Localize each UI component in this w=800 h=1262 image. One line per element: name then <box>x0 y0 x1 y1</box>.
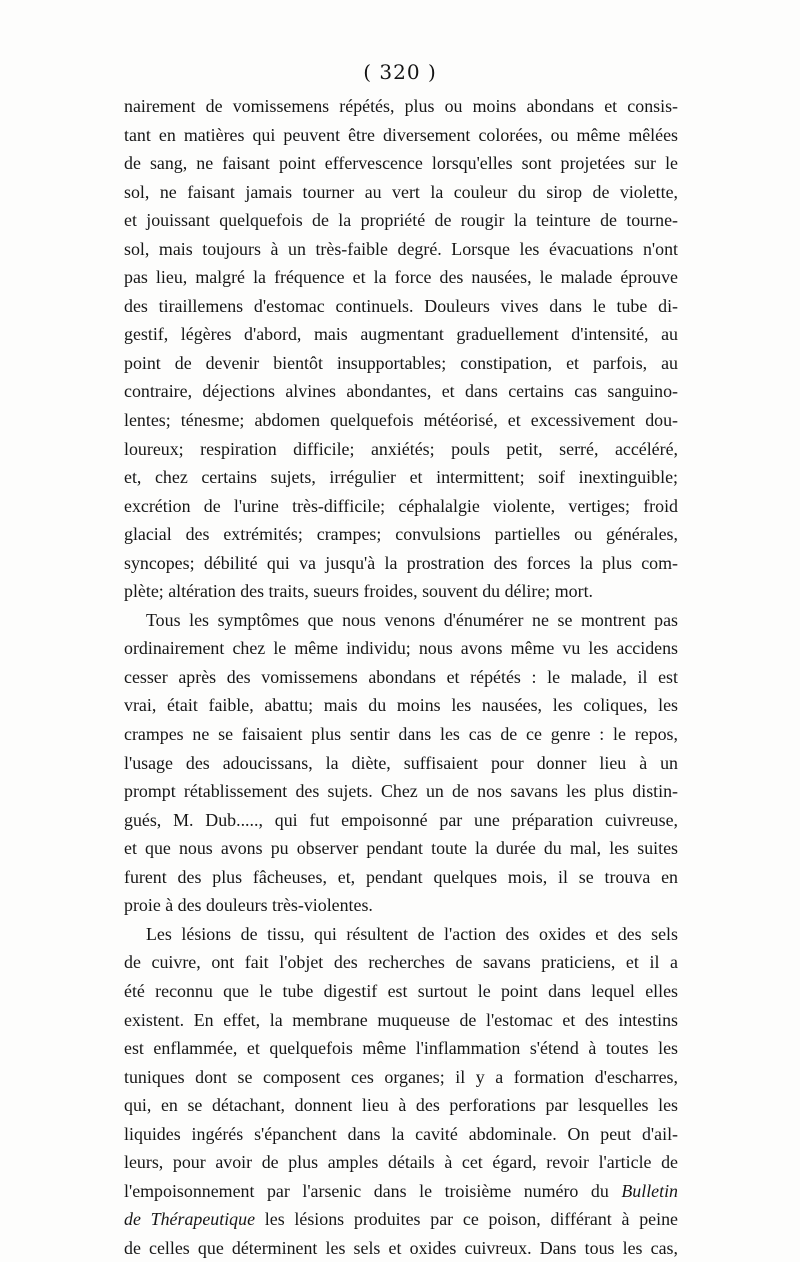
text-line: de celles que déterminent les sels et oxides cuivreux. Dans tous les cas, <box>124 1237 678 1258</box>
body-text <box>124 92 678 1262</box>
text-line: liquides ingérés s'épanchent dans la cavité abdominale. On peut d'ail- <box>124 1123 678 1144</box>
text-line: gestif, légères d'abord, mais augmentant graduellement d'intensité, au <box>124 324 678 345</box>
text-line: pas lieu, malgré la fréquence et la force des nausées, le malade éprouve <box>124 267 678 288</box>
text-line: tuniques dont se composent ces organes; il y a formation d'escharres, <box>124 1066 678 1087</box>
text-line: contraire, déjections alvines abondantes, et dans certains cas sanguino- <box>124 381 678 402</box>
text-line: été reconnu que le tube digestif est surtout le point dans lequel elles <box>124 980 678 1001</box>
text-line: de sang, ne faisant point effervescence lorsqu'elles sont projetées sur le <box>124 153 678 174</box>
text-line: nairement de vomissemens répétés, plus ou moins abondans et consis- <box>124 96 678 116</box>
text-line: existent. En effet, la membrane muqueuse de l'estomac et des intestins <box>124 1009 678 1030</box>
paragraph-1 <box>124 92 678 606</box>
text-line: sol, ne faisant jamais tourner au vert la couleur du sirop de violette, <box>124 181 678 202</box>
text-line: crampes ne se faisaient plus sentir dans les cas de ce genre : le repos, <box>124 724 678 745</box>
text-line: tant en matières qui peuvent être diversement colorées, ou même mêlées <box>124 124 678 145</box>
page-number: ( 320 ) <box>363 60 437 84</box>
paragraph-3 <box>124 920 678 1262</box>
text-line: et que nous avons pu observer pendant toute la durée du mal, les suites <box>124 838 678 859</box>
text-line: proie à des douleurs très-violentes. <box>124 895 373 916</box>
text-line: leurs, pour avoir de plus amples détails à cet égard, revoir l'article de <box>124 1152 678 1173</box>
text-line: et jouissant quelquefois de la propriété de rougir la teinture de tourne- <box>124 210 678 231</box>
text-line: ordinairement chez le même individu; nous avons même vu les accidens <box>124 638 678 659</box>
text-line: Tous les symptômes que nous venons d'énumérer ne se montrent pas <box>146 609 678 630</box>
text-line: syncopes; débilité qui va jusqu'à la prostration des forces la plus com- <box>124 552 678 573</box>
text-line: Les lésions de tissu, qui résultent de l'action des oxides et des sels <box>146 923 678 944</box>
text-line: furent des plus fâcheuses, et, pendant quelques mois, il se trouva en <box>124 866 678 887</box>
paragraph-2 <box>124 606 678 920</box>
text-line: lentes; ténesme; abdomen quelquefois météorisé, et excessivement dou- <box>124 410 678 431</box>
text-line: l'usage des adoucissans, la diète, suffisaient pour donner lieu à un <box>124 752 678 773</box>
text-line: et, chez certains sujets, irrégulier et intermittent; soif inextinguible; <box>124 467 678 488</box>
text-line: cesser après des vomissemens abondans et répétés : le malade, il est <box>124 666 678 687</box>
text-line: loureux; respiration difficile; anxiétés; pouls petit, serré, accéléré, <box>124 438 678 459</box>
text-line italic-title-line: de Thérapeutique les lésions produites par ce poison, différant à peine <box>124 1209 678 1230</box>
text-line: plète; altération des traits, sueurs froides, souvent du délire; mort. <box>124 581 594 602</box>
text-line: de cuivre, ont fait l'objet des recherches de savans praticiens, et il a <box>124 952 678 973</box>
text-line italic-title-line: l'empoisonnement par l'arsenic dans le troisième numéro du Bulletin <box>124 1180 678 1201</box>
text-line: excrétion de l'urine très-difficile; céphalalgie violente, vertiges; froid <box>124 495 678 516</box>
text-line: qui, en se détachant, donnent lieu à des perforations par lesquelles les <box>124 1095 678 1116</box>
text-line: sol, mais toujours à un très-faible degré. Lorsque les évacuations n'ont <box>124 238 678 259</box>
text-line: vrai, était faible, abattu; mais du moins les nausées, les coliques, les <box>124 695 678 716</box>
text-line: point de devenir bientôt insupportables; constipation, et parfois, au <box>124 352 678 373</box>
text-line: des tiraillemens d'estomac continuels. Douleurs vives dans le tube di- <box>124 295 678 316</box>
text-line: prompt rétablissement des sujets. Chez un de nos savans les plus distin- <box>124 781 678 802</box>
text-line: est enflammée, et quelquefois même l'inflammation s'étend à toutes les <box>124 1038 678 1059</box>
text-line: glacial des extrémités; crampes; convulsions partielles ou générales, <box>124 524 678 545</box>
text-line: gués, M. Dub....., qui fut empoisonné par une préparation cuivreuse, <box>124 809 678 830</box>
